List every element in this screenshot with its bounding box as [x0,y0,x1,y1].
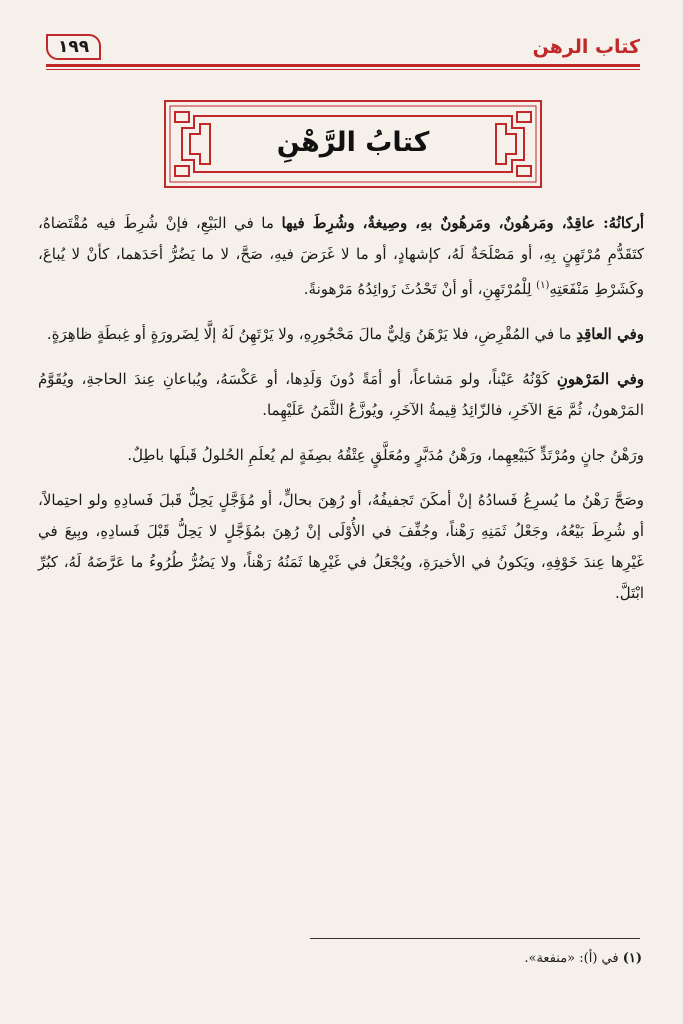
footnote [40,948,642,970]
paragraph-text: ورَهْنُ جانٍ ومُرْتَدٍّ كَبَيْعِهِما، ورَهْنُ مُدَبَّرٍ ومُعَلَّقٍ عِتْقُهُ بصِفَةٍ لم يُعلَمِ الحُلولُ قَبلَها باطِلٌ. [127,446,644,464]
header-rule-thick [46,64,640,67]
paragraph-arkan [38,208,644,305]
paragraph-lead: أركانُهُ: عاقِدٌ، ومَرهُونٌ، ومَرهُونٌ بهِ، وصِيغةٌ، وشُرِطَ فيها [281,214,644,232]
footnote-text: في (أ): «منفعة». [524,951,623,966]
paragraph-perishable [38,485,644,609]
running-title: كتاب الرهن [532,36,640,58]
paragraph-text-tail: لِلْمُرْتَهِنِ، أو أنْ تَحْدُثَ زَوائِدُهُ مَرْهونةً. [303,280,537,298]
paragraph-aqid [38,319,644,350]
main-text [38,208,644,623]
page-number: ١٩٩ [46,34,101,60]
footnote-marker[interactable]: (١) [536,280,550,291]
paragraph-text: ما في البَيْعِ، فإنْ شُرِطَ فيه مُقْتَضاهُ، كتَقَدُّمِ مُرْتَهِنٍ بِهِ، أو مَصْلَحَةٌ لَهُ، كإشهادٍ، أو ما لا غَرَضَ فيهِ، صَحَّ، لا ما يَضُرُّ أحَدَهما، كأنْ لا يُباعَ، وكَشَرْطِ مَنْفَعَتِهِ [38,214,644,298]
paragraph-text: وصَحَّ رَهْنُ ما يُسرِعُ فَسادُهُ إنْ أمكَنَ تَجفيفُهُ، أو رُهِنَ بحالٍّ، أو مُؤَجَّلٍ يَحِلُّ قَبلَ فَسادِهِ ولو احتِمالاً، أو شُرِطَ بَيْعُهُ، وجَعْلُ ثَمَنِهِ رَهْناً، وجُفِّفَ في الأُوْلَى إنْ رُهِنَ بمُؤَجَّلٍ لا يَحِلُّ قَبْلَ فَسادِهِ، وبِيعَ في غَيْرِها عِندَ خَوْفِهِ، ويَكونُ في الأخيرَةِ، ويُجْعَلُ في غَيْرِها ثَمَنُهُ رَهْناً، ولا يَضُرُّ طُرُوءُ ما عَرَّضَهُ لَهُ، كبُرِّ ابْتَلَّ. [38,491,644,602]
paragraph-marhun [38,364,644,426]
paragraph-jani [38,440,644,471]
paragraph-lead: وفي المَرْهونِ [556,370,644,388]
paragraph-lead: وفي العاقِدِ [576,325,644,343]
footnote-separator [310,938,640,939]
footnote-mark: (١) [622,951,642,966]
paragraph-text: كَوْنُهُ عَيْناً، ولو مَشاعاً، أو أمَةً دُونَ وَلَدِها، أو عَكْسَهُ، ويُباعانِ عِندَ الحاجةِ، ويُقَوَّمُ المَرْهونُ، ثُمَّ مَعَ الآخَرِ، فالزّائِدُ قِيمةُ الآخَرِ، ويُوزَّعُ الثَّمَنُ عَلَيْهِما. [38,370,644,419]
paragraph-text: ما في المُقْرِضِ، فلا يَرْهَنُ وَلِيٌّ مالَ مَحْجُورِهِ، ولا يَرْتَهِنُ لَهُ إلَّا لِضَرورَةٍ أو غِبطَةٍ ظاهِرَةٍ. [46,325,577,343]
chapter-title-frame [162,98,544,190]
header-rule-thin [46,69,640,70]
chapter-title: كتابُ الرَّهْنِ [276,127,430,158]
page-header [46,30,640,64]
